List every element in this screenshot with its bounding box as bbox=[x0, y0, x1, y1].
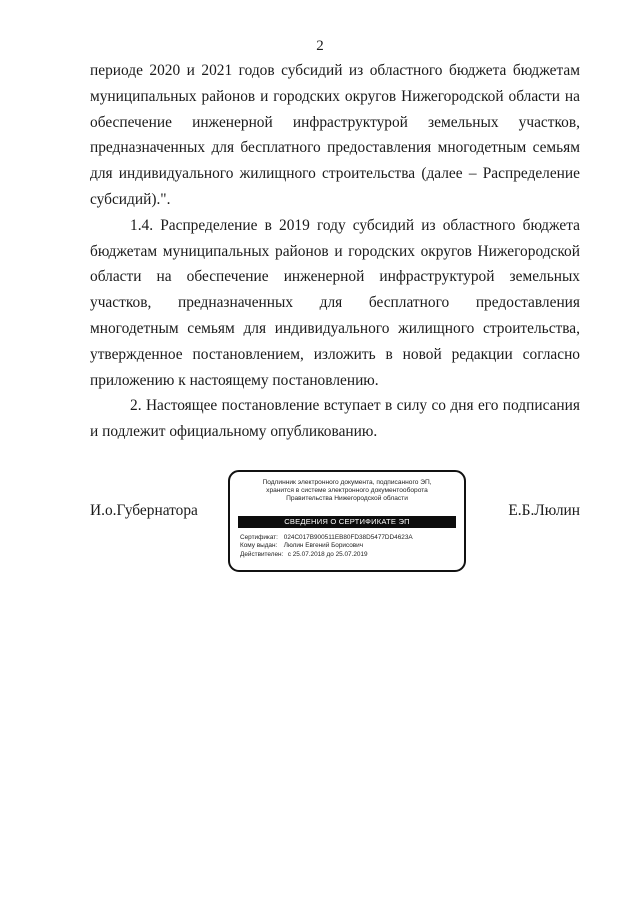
stamp-header-line: хранится в системе электронного документооборота bbox=[266, 487, 428, 494]
stamp-issued-to-row bbox=[240, 542, 458, 550]
paragraph-2: 2. Настоящее постановление вступает в силу со дня его подписания и подлежит официальному опубликованию. bbox=[90, 397, 580, 441]
document-body bbox=[90, 58, 580, 445]
signer-name: Е.Б.Люлин bbox=[508, 502, 580, 519]
stamp-header-line: Подлинник электронного документа, подписанного ЭП, bbox=[262, 479, 432, 486]
certificate-value: 024C017B900511EB80FD38D5477DD4623A bbox=[283, 534, 413, 541]
stamp-header-line: Правительства Нижегородской области bbox=[286, 495, 408, 502]
certificate-label: Сертификат: bbox=[240, 534, 278, 541]
stamp-details bbox=[240, 534, 458, 559]
paragraph-1-4: 1.4. Распределение в 2019 году субсидий из областного бюджета бюджетам муниципальных районов и городских округов Нижегородской области на обеспечение инженерной инфраструктурой земельных участков, предназначенных для бесплатного предоставления многодетным семьям для индивидуального жилищного строительства, утвержденное постановлением, изложить в новой редакции согласно приложению к настоящему постановлению. bbox=[90, 216, 580, 389]
paragraph-continuation: периоде 2020 и 2021 годов субсидий из областного бюджета бюджетам муниципальных районов и городских округов Нижегородской области на обеспечение инженерной инфраструктурой земельных участков, предназначенных для бесплатного предоставления многодетным семьям для индивидуального жилищного строительства (далее – Распределение субсидий).". bbox=[90, 62, 580, 208]
valid-value: с 25.07.2018 до 25.07.2019 bbox=[287, 550, 368, 558]
stamp-valid-row bbox=[240, 551, 458, 559]
stamp-certificate-bar: СВЕДЕНИЯ О СЕРТИФИКАТЕ ЭП bbox=[238, 516, 456, 528]
valid-label: Действителен: bbox=[240, 550, 284, 558]
issued-to-value: Люлин Евгений Борисович bbox=[283, 542, 364, 550]
signer-title: И.о.Губернатора bbox=[90, 502, 198, 519]
page-number: 2 bbox=[316, 38, 324, 54]
electronic-signature-stamp bbox=[228, 470, 466, 572]
stamp-header bbox=[236, 479, 458, 503]
issued-to-label: Кому выдан: bbox=[240, 542, 278, 550]
